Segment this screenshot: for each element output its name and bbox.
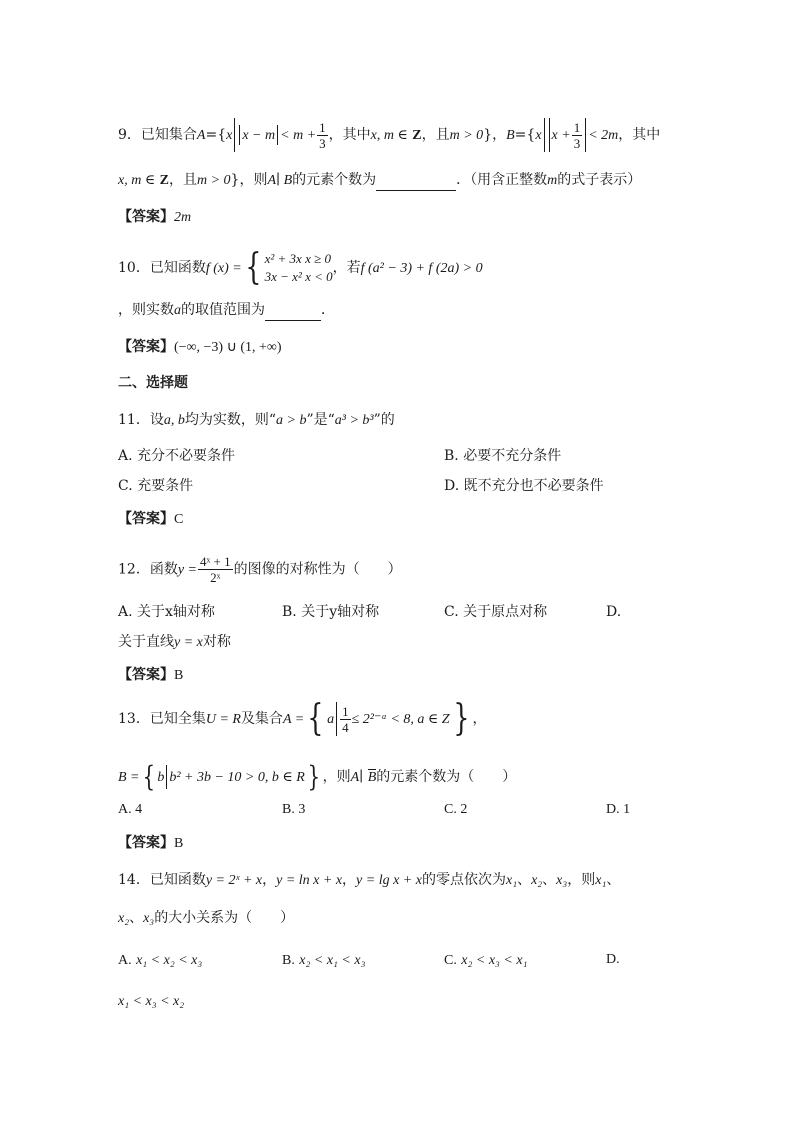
answer-13: 【答案】B [118,835,184,851]
q12-option-d-label[interactable]: D. [606,604,622,620]
q11-stem: 11．设a, b均为实数，则“a > b”是“a³ > b³”的 [118,412,395,428]
q12-option-d[interactable]: 关于直线y = x对称 [118,634,231,650]
q13-option-a[interactable]: A. 4 [118,802,143,817]
fraction: $\frac{1}{3}$ [573,119,581,151]
q9-number: 9． [118,127,141,143]
q14-option-d-label[interactable]: D. [606,952,620,967]
q13-line1: 13．已知全集U = R及集合A ={ a $\frac{1}{4}$ ≤ 2²⁻ᵃ < 8, a ∈ Z} ， [118,698,487,739]
q14-line2: x₂、x₃的大小关系为（ ） [118,910,295,926]
q13-number: 13． [118,711,150,727]
abs-bar [239,125,240,145]
answer-blank[interactable] [376,176,456,191]
abs-bar [277,125,278,145]
q14-option-a[interactable]: A. x₁ < x₂ < x₃ [118,953,203,968]
piecewise-cases: x² + 3x x ≥ 0 3x − x² x < 0 [264,251,333,284]
q10-number: 10． [118,260,150,276]
q14-option-d[interactable]: x₁ < x₃ < x₂ [118,994,185,1009]
answer-11: 【答案】C [118,511,184,527]
q11-option-a[interactable]: A. 充分不必要条件 [118,448,236,464]
q13-option-b[interactable]: B. 3 [282,802,306,817]
fraction: $\frac{\text{4ˣ + 1}}{\text{2ˣ}}$ [200,554,231,585]
answer-blank[interactable] [265,306,321,321]
q14-number: 14． [118,872,150,888]
q12-option-b[interactable]: B. 关于y轴对称 [282,604,380,620]
q14-line1: 14．已知函数y = 2ˣ + x，y = ln x + x，y = lg x + x的零点依次为x₁、x₂、x₃，则x₁、 [118,872,621,888]
q12-option-a[interactable]: A. 关于x轴对称 [118,604,215,620]
q9-line2: x, m ∈ Z，且m > 0}，则A∣ B的元素个数为 ．（用含正整数m的式子表示） [118,170,641,191]
q12-stem: 12．函数y = $\frac{\text{4ˣ + 1}}{\text{2ˣ}}$ 的图像的对称性为（ ） [118,554,402,585]
q13-line2: B ={ b b² + 3b − 10 > 0, b ∈ R} ，则A∣ B的元素个数为（ ） [118,760,517,793]
q10-line1: 10．已知函数f (x) ={ x² + 3x x ≥ 0 3x − x² x < 0 ，若f (a² − 3) + f (2a) > 0 [118,247,483,288]
q14-option-b[interactable]: B. x₂ < x₁ < x₃ [282,953,366,968]
answer-9: 【答案】2m [118,209,192,225]
q10-line2: ，则实数a的取值范围为 ． [118,300,335,321]
q14-option-c[interactable]: C. x₂ < x₃ < x₁ [444,953,528,968]
fraction: $\frac{1}{4}$ [342,703,349,735]
answer-12: 【答案】B [118,667,184,683]
fraction: $\frac{1}{3}$ [319,119,326,151]
q11-number: 11． [118,412,150,428]
section-heading: 二、选择题 [118,375,188,391]
bar [234,118,235,152]
q9-line1: 9．已知集合A={x x − m < m + $\frac{1}{3}$ ，其中x, m ∈ Z，且m > 0}，B={x x + $\frac{1}{3}$ < 2m，其中 [118,119,661,151]
q11-option-b[interactable]: B. 必要不充分条件 [444,448,562,464]
q12-option-c[interactable]: C. 关于原点对称 [444,604,548,620]
q12-number: 12． [118,561,150,578]
q13-option-d[interactable]: D. 1 [606,802,631,817]
q11-option-c[interactable]: C. 充要条件 [118,478,194,494]
q13-option-c[interactable]: C. 2 [444,802,468,817]
case-brace: { [245,247,262,288]
answer-10: 【答案】(−∞, −3) ∪ (1, +∞) [118,339,282,355]
q11-option-d[interactable]: D. 既不充分也不必要条件 [444,478,604,494]
